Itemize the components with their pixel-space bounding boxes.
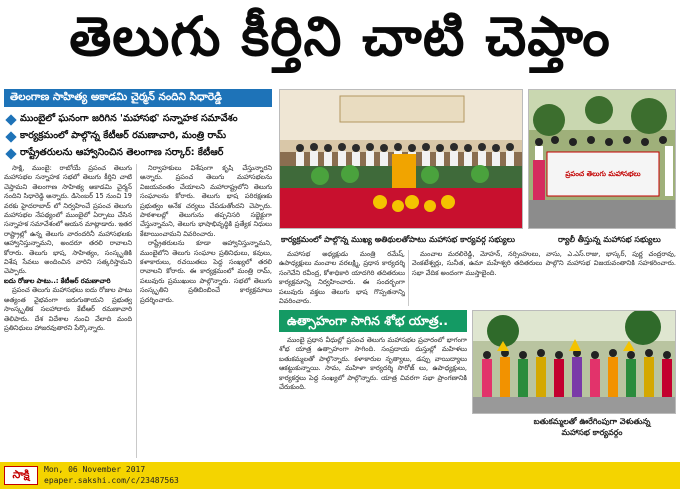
article-column-4 [412,250,676,306]
article-column-3 [279,250,405,306]
paragraph: మహాసభ అధ్యక్షుడు మంత్రి రమేష్, ఉపాధ్యక్షులు మంచాల వరలక్ష్మి, ప్రధాన కార్యదర్శి సంగెవేని రవీంద్ర, కోశాధికారి యాదగిరి తదితరులు కార్యక్రమాన్ని నిర్వహించారు. ఈ సందర్భంగా పలువురు వక్తలు తెలుగు భాష గొప్పతనాన్ని వివరించారు. [279,250,405,306]
subheading: తెలంగాణ సాహిత్య అకాడమి చైర్మన్ నందిని సిధారెడ్డి [4,89,272,107]
column-divider [136,164,137,458]
section-heading: ఉత్సాహంగా సాగిన శోభ యాత్ర.. [279,310,467,332]
diamond-icon [5,131,16,142]
headline: తెలుగు కీర్తిని చాటి చెప్తాం [69,4,611,68]
paragraph: మంచాల మరలిరెడ్డి, మోహన్, నర్సింహులు, వాసు, ఎ.ఎస్.రాజు, భాస్కర్, పుర్ణ చంద్రరావు, వెంకటేశ్వర్లు, సునీత, ఉమా మహేశ్వరి తదితరులు పాల్గొని మహాసభ విజయవంతానికి సహకరించారు. సభా వేదిక అందంగా ముస్తాబైంది. [412,250,676,277]
bullet-item [4,111,272,128]
bullet-text: రాష్ట్రేతరులను ఆహ్వానించిన తెలంగాణ సర్కార్: కేటీఆర్ [20,147,224,158]
procession-photo [472,310,676,414]
paragraph: రాష్ట్రేతరులను కూడా ఆహ్వానిస్తున్నామని, ముంబైలోని తెలుగు సంఘాల ప్రతినిధులు, కవులు, కళాకారులు, రచయితలు పెద్ద సంఖ్యలో తరలి రావాలని కోరారు. ఈ కార్యక్రమంలో మంత్రి రామ్, పలువురు ప్రముఖులు పాల్గొన్నారు. సభలో తెలుగు సంస్కృతిని ప్రతిబింబించే కార్యక్రమాలు ప్రదర్శించారు. [140,239,272,304]
paragraph: ముంబై ప్రధాన వీధుల్లో ప్రపంచ తెలుగు మహాసభల ప్రచారంలో భాగంగా శోభ యాత్ర ఉత్సాహంగా సాగింది. సంప్రదాయ దుస్తుల్లో మహిళలు బతుకమ్మలతో పాల్గొన్నారు. కళాకారుల నృత్యాలు, డప్పు వాయిద్యాలు ఆకట్టుకున్నాయి. సామ, మహిళా కార్యదర్శి సొరోజ్ లు, ఉపాధ్యక్షులు, కార్యకర్తలు పెద్ద సంఖ్యలో పాల్గొన్నారు. యాత్ర చివరగా సభా ప్రాంగణానికి చేరుకుంది. [279,336,467,392]
photo-caption-line-2: మహాసభ కార్యవర్గం [561,428,623,437]
photo-caption: కార్యక్రమంలో పాల్గొన్న ముఖ్య అతిథులతోపాటు మహాసభ కార్యవర్గ సభ్యులు [281,235,516,244]
photo-caption: ర్యాలీ తీస్తున్న మహాసభ సభ్యులు [558,235,661,244]
rally-photo-image [529,90,676,229]
photo-caption-line-1: బతుకమ్మలతో ఊరేగింపుగా వెళుతున్న [533,417,651,426]
bullet-item [4,145,272,162]
inline-heading: ఐదు రోజుల పాటు..: కేటీఆర్ రమణాచారి [4,276,111,285]
bullet-item [4,128,272,145]
bullet-text: ముంబైలో ఘనంగా జరిగిన 'మహాసభ' సన్నాహక సమావేశం [20,113,238,124]
bullet-text: కార్యక్రమంలో పాల్గొన్న కేటీఆర్ రమణాచారి, మంత్రి రామ్ [20,130,227,141]
diamond-icon [5,148,16,159]
article-column-1 [4,164,132,459]
article-column-2 [140,164,272,459]
sakshi-logo: సాక్షి [4,466,38,485]
paragraph: సాక్షి, ముంబై: రాబోయే ప్రపంచ తెలుగు మహాసభల సన్నాహక సభలో తెలుగు కీర్తిని చాటి చెప్తామని తెలంగాణ సాహిత్య అకాడమి చైర్మన్ నందిని సిధారెడ్డి అన్నారు. డిసెంబర్ 15 నుంచి 19 వరకు హైదరాబాద్ లో నిర్వహించే ప్రపంచ తెలుగు మహాసభల నేపథ్యంలో ముంబైలో ఏర్పాటు చేసిన సన్నాహక సమావేశంలో ఆయన మాట్లాడారు. ఇతర రాష్ట్రాల్లో ఉన్న తెలుగు వారందరినీ మహాసభలకు ఆహ్వానిస్తున్నామని, అందరూ తరలి రావాలని కోరారు. తెలుగు భాష, సాహిత్యం, సంస్కృతికి విశేష సేవలు అందించిన వారిని సత్కరిస్తామని చెప్పారు. [4,164,132,276]
rally-banner-text: ప్రపంచ తెలుగు మహాసభలు [565,170,641,178]
column-divider [408,250,409,306]
paragraph: ప్రపంచ తెలుగు మహాసభలు ఐదు రోజుల పాటు అత్యంత వైభవంగా జరుగుతాయని ప్రభుత్వ సాంస్కృతిక సలహాదారు కేటీఆర్ రమణాచారి తెలిపారు. దేశ విదేశాల నుంచి వేలాది మంది ప్రతినిధులు హాజరవుతారని పేర్కొన్నారు. [4,286,132,332]
paragraph: నిర్వాహకులు విశేషంగా కృషి చేస్తున్నారని అన్నారు. ప్రపంచ తెలుగు మహాసభలను విజయవంతం చేయాలని మహారాష్ట్రలోని తెలుగు సంఘాలను కోరారు. తెలుగు భాష పరిరక్షణకు ప్రభుత్వం అనేక చర్యలు చేపడుతోందని చెప్పారు. పాఠశాలల్లో తెలుగును తప్పనిసరి సబ్జెక్టుగా చేస్తున్నామని, తెలుగు భాషాభివృద్ధికి ప్రత్యేక నిధులు కేటాయించామని వివరించారు. [140,164,272,238]
article-column-5 [279,336,467,460]
diamond-icon [5,114,16,125]
stage-photo-image [280,90,523,229]
rally-photo [528,89,676,229]
stage-photo [279,89,523,229]
procession-photo-image [473,311,676,414]
bullet-list [4,111,272,162]
epaper-url[interactable]: epaper.sakshi.com/c/23487563 [44,476,179,485]
edition-date: Mon, 06 November 2017 [44,465,146,474]
